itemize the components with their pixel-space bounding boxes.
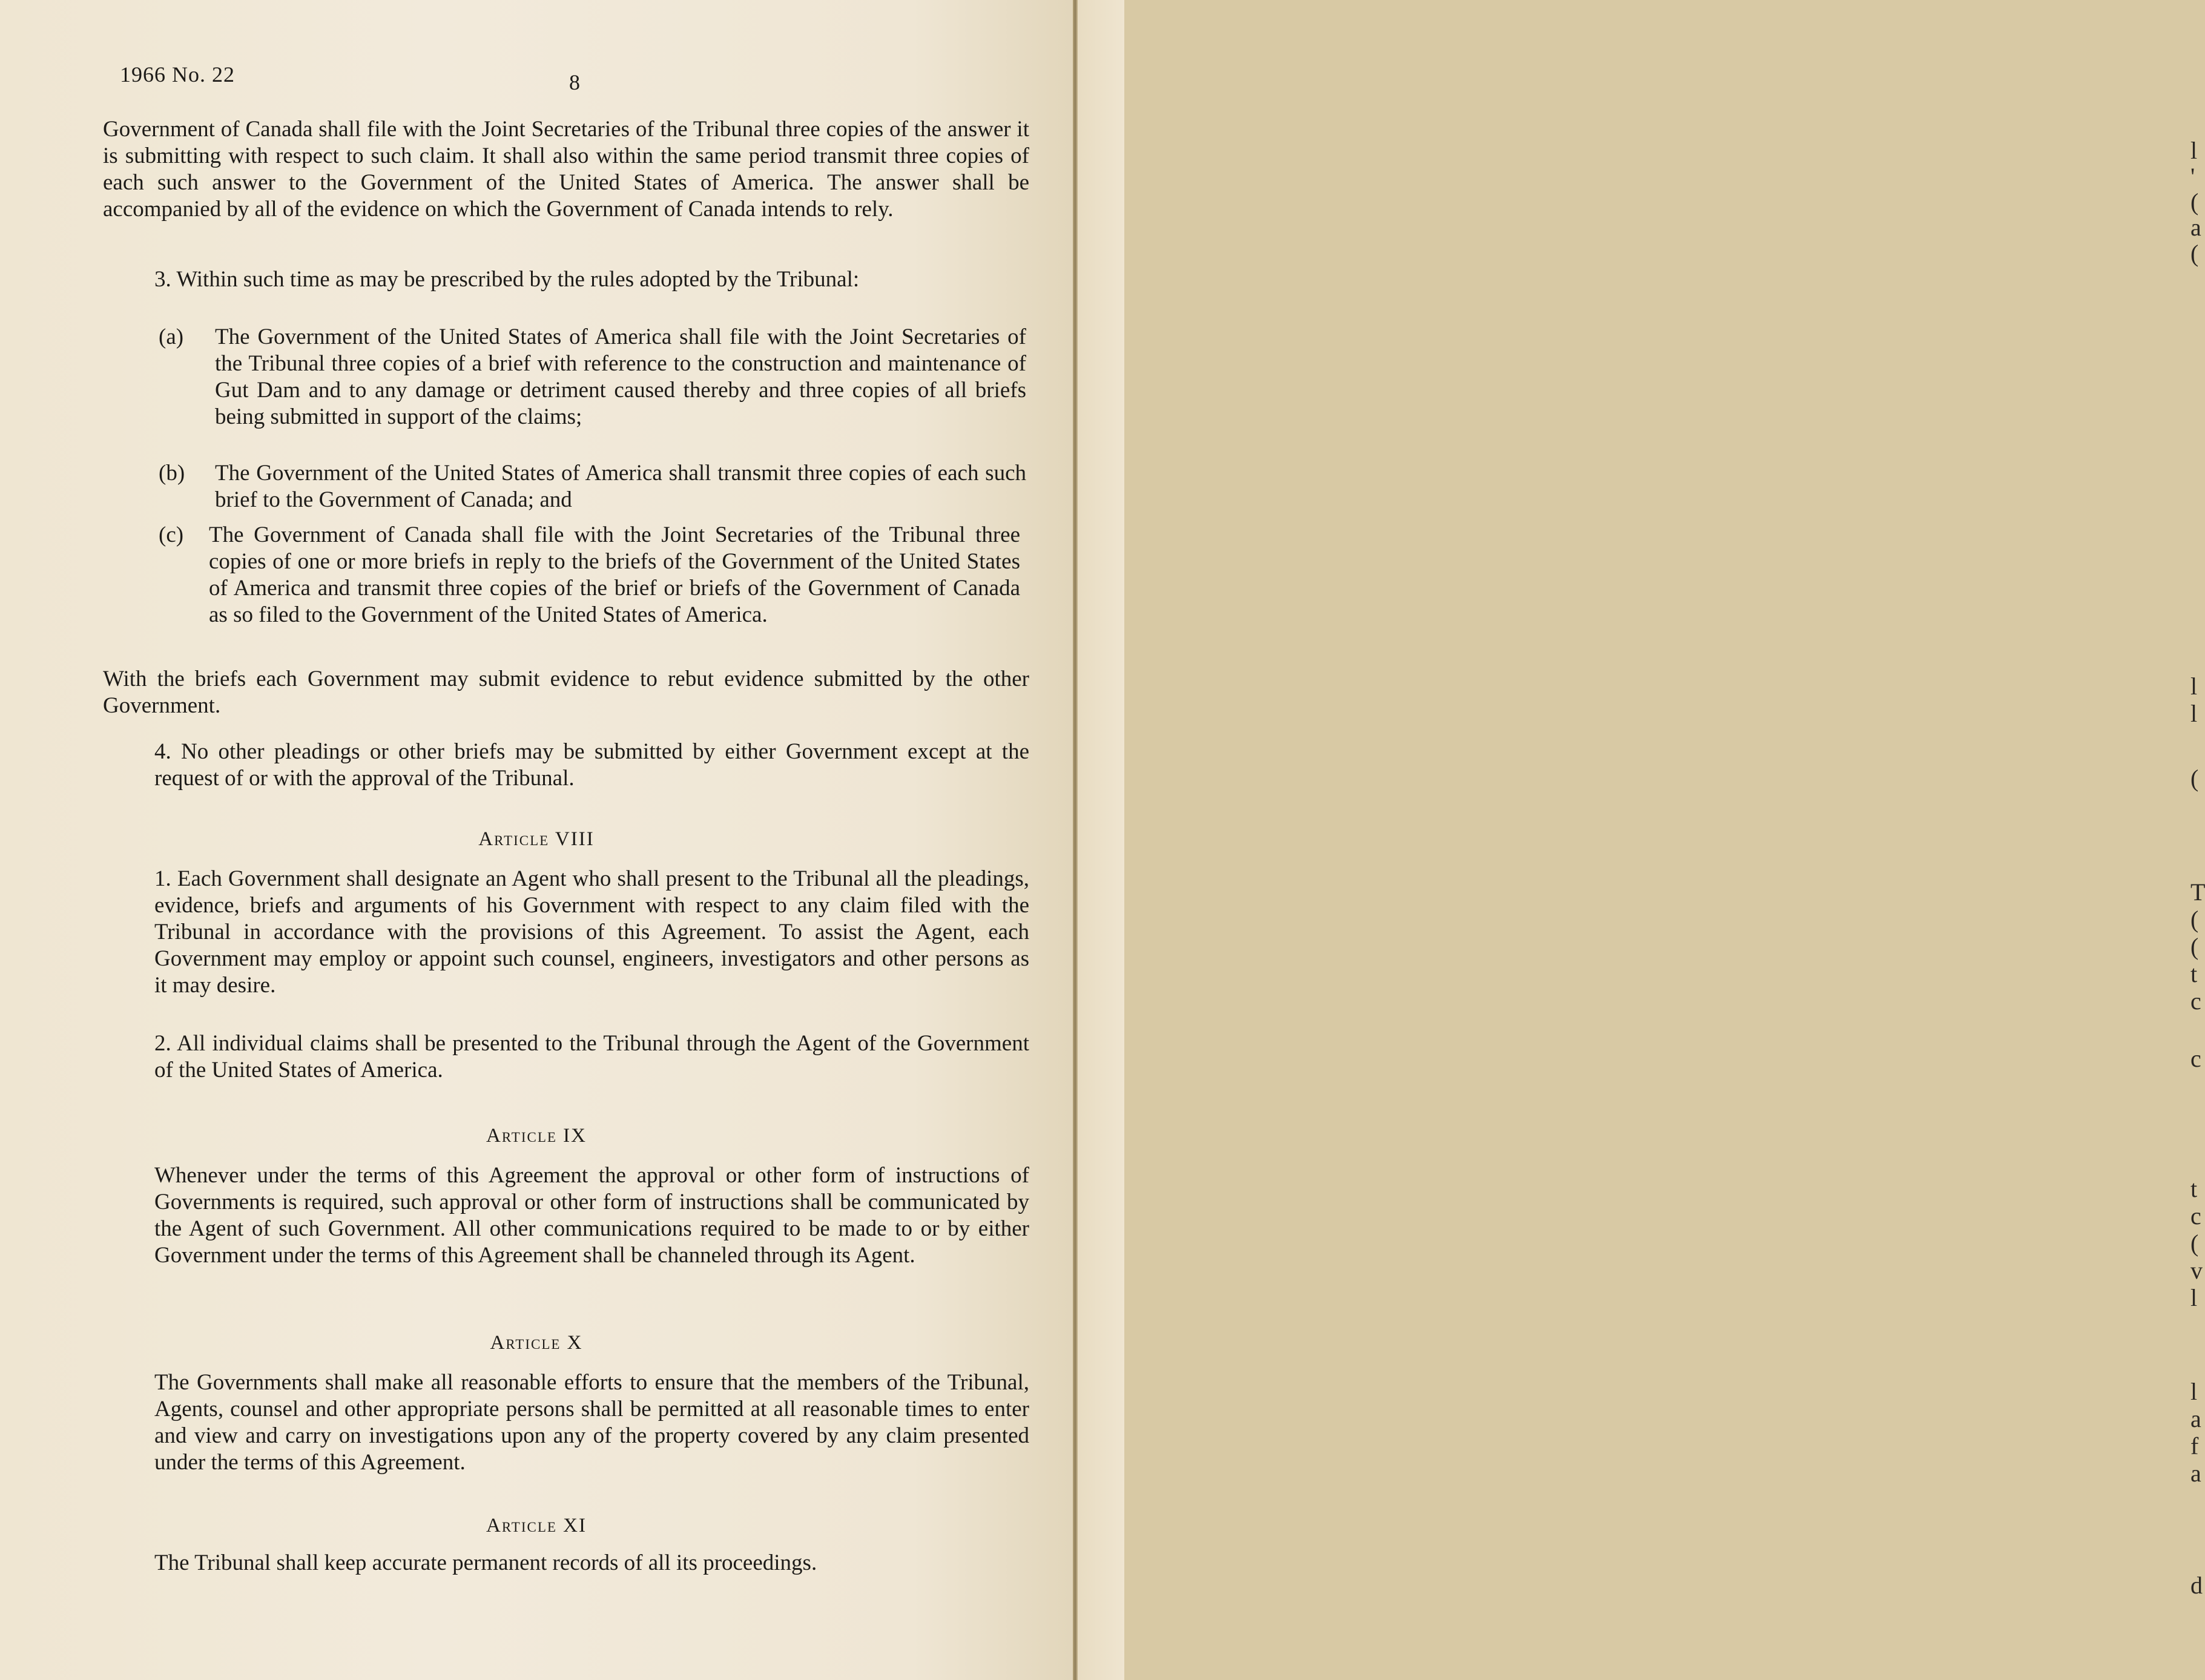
edge-glyph: l (2190, 673, 2198, 700)
edge-glyph: l (2190, 137, 2198, 164)
paragraph-intro: Government of Canada shall file with the Joint Secretaries of the Tribunal three copies of the answer it is submitting with respect to such claim. It shall also within the same period transmit three copies of each such answer to the Government of the United States of America. The answer shall be accompanied by all of the evidence on which the Government of Canada intends to rely. (103, 117, 1029, 222)
paragraph-evidence: With the briefs each Government may submit evidence to rebut evidence submitted by the other Government. (103, 667, 1029, 718)
paragraph-4: 4. No other pleadings or other briefs may be submitted by either Government except at the request of or with the approval of the Tribunal. (154, 739, 1029, 791)
item-c-label: (c) (159, 522, 184, 547)
edge-glyph: a (2190, 1460, 2201, 1487)
article-xi-paragraph-1: The Tribunal shall keep accurate permanent records of all its proceedings. (154, 1550, 817, 1575)
item-c: The Government of Canada shall file with the Joint Secretaries of the Tribunal three copies of one or more briefs in reply to the briefs of the Government of the United States of America and transmit three copies of the brief or briefs of the Government of Canada as so filed to the Government of the United States of America. (209, 522, 1020, 627)
article-xi-heading: Article XI (486, 1515, 587, 1537)
item-a-label: (a) (159, 324, 184, 349)
edge-glyph: f (2190, 1432, 2199, 1460)
edge-glyph: c (2190, 987, 2201, 1015)
edge-glyph: c (2190, 1202, 2201, 1230)
edge-glyph: ( (2190, 933, 2199, 960)
edge-glyph: a (2190, 1405, 2201, 1432)
document-page (0, 0, 1073, 1680)
edge-glyph: ( (2190, 1230, 2199, 1257)
item-a: The Government of the United States of America shall file with the Joint Secretaries of the Tribunal three copies of a brief with reference to the construction and maintenance of Gut Dam and to any damage or detriment caused thereby and three copies of all briefs being submitted in support of the claims; (215, 324, 1026, 429)
edge-glyph: c (2190, 1045, 2201, 1072)
adjacent-page-edge (1078, 0, 2205, 1680)
edge-glyph: ( (2190, 906, 2199, 933)
edge-glyph: l (2190, 700, 2198, 727)
edge-glyph: ( (2190, 188, 2199, 216)
paragraph-3: 3. Within such time as may be prescribed by the rules adopted by the Tribunal: (154, 267, 860, 292)
article-viii-paragraph-1: 1. Each Government shall designate an Agent who shall present to the Tribunal all the pleadings, evidence, briefs and arguments of his Government with respect to any claim filed with the Tribunal in accordance with the provisions of this Agreement. To assist the Agent, each Government may employ or appoint such counsel, engineers, investigators and other persons as it may desire. (154, 866, 1029, 998)
edge-glyph: a (2190, 214, 2201, 241)
page-number: 8 (569, 70, 580, 94)
edge-glyph: l (2190, 1284, 2198, 1311)
edge-glyph: ( (2190, 240, 2199, 267)
article-x-heading: Article X (490, 1332, 583, 1354)
page-header-reference: 1966 No. 22 (120, 62, 235, 87)
article-x-paragraph-1: The Governments shall make all reasonable efforts to ensure that the members of the Tribunal, Agents, counsel and other appropriate persons shall be permitted at all reasonable times to enter and view and carry on investigations upon any of the property covered by any claim presented under the terms of this Agreement. (154, 1370, 1029, 1475)
item-b-label: (b) (159, 461, 185, 486)
book-gutter (1073, 0, 1078, 1680)
edge-glyph: v (2190, 1257, 2203, 1284)
edge-glyph: ( (2190, 765, 2199, 792)
edge-glyph: t (2190, 1175, 2198, 1202)
edge-glyph: d (2190, 1572, 2203, 1599)
edge-glyph: ' (2190, 163, 2195, 190)
item-b: The Government of the United States of America shall transmit three copies of each such brief to the Government of Canada; and (215, 461, 1026, 512)
article-ix-heading: Article IX (486, 1125, 587, 1147)
article-viii-heading: Article VIII (478, 828, 595, 850)
edge-glyph: T (2190, 878, 2205, 906)
article-ix-paragraph-1: Whenever under the terms of this Agreement the approval or other form of instructions of Governments is required, such approval or other form of instructions shall be communicated by the Agent of such Government. All other communications required to be made to or by either Government under the terms of this Agreement shall be channeled through its Agent. (154, 1163, 1029, 1268)
edge-glyph: l (2190, 1378, 2198, 1405)
edge-glyph: t (2190, 960, 2198, 987)
article-viii-paragraph-2: 2. All individual claims shall be presented to the Tribunal through the Agent of the Government of the United States of America. (154, 1031, 1029, 1082)
